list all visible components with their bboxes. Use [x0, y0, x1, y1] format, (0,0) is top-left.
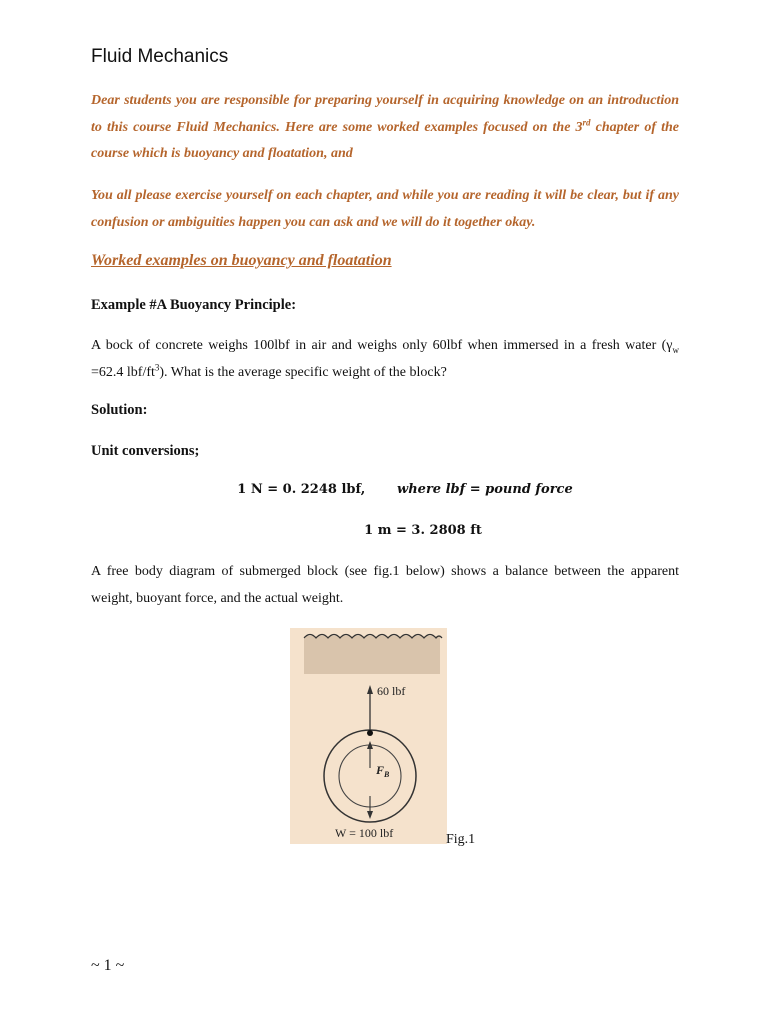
page-number: ~ 1 ~: [91, 957, 125, 974]
problem-statement: [91, 333, 679, 386]
cube-superscript: 3: [154, 361, 160, 372]
free-body-diagram: [290, 628, 447, 844]
intro-text-b: chapter of the course which is buoyancy and floatation, and: [91, 119, 679, 161]
equation-1-part-b: where lbf = pound force: [397, 482, 573, 497]
problem-text-a: A bock of concrete weighs 100lbf in air and weighs only 60lbf when immersed in a fresh water (γ: [91, 338, 673, 353]
apparent-weight-label: 60 lbf: [377, 684, 406, 698]
weight-label: W = 100 lbf: [335, 826, 394, 840]
unit-conversions-label: Unit conversions;: [91, 443, 200, 459]
problem-text-b: =62.4 lbf/ft: [91, 364, 155, 380]
intro-text-a: Dear students you are responsible for preparing yourself in acquiring knowledge on an introduction to this course Fluid Mechanics. Here are some worked examples focused on the 3: [91, 93, 679, 135]
example-title: Example #A Buoyancy Principle:: [91, 297, 297, 313]
equation-1-part-a: 1 N = 0. 2248 lbf,: [237, 482, 366, 497]
buoyant-force-label: $F_B$: [376, 763, 390, 779]
solution-label: Solution:: [91, 402, 148, 418]
equation-meter-ft: 1 m = 3. 2808 ft: [364, 523, 482, 538]
section-title: Worked examples on buoyancy and floatation: [91, 252, 392, 269]
ordinal-sup: rd: [582, 116, 591, 127]
intro-paragraph-2: You all please exercise yourself on each chapter, and while you are reading it will be clear, but if any confusion or ambiguities happen you can ask and we will do it together okay.: [91, 188, 679, 230]
intro-paragraph-1: [91, 88, 679, 168]
document-page: [91, 0, 679, 1024]
gamma-subscript: w: [672, 344, 679, 355]
problem-text-c: ). What is the average specific weight of the block?: [159, 364, 447, 380]
page-header: Fluid Mechanics: [91, 46, 229, 67]
top-point: [367, 730, 373, 736]
figure-caption: Fig.1: [446, 832, 476, 847]
fbd-description: A free body diagram of submerged block (see fig.1 below) shows a balance between the apparent weight, buoyant force, and the actual weight.: [91, 564, 679, 606]
water-surface-band: [304, 636, 440, 674]
equation-newton-lbf: [111, 482, 699, 497]
